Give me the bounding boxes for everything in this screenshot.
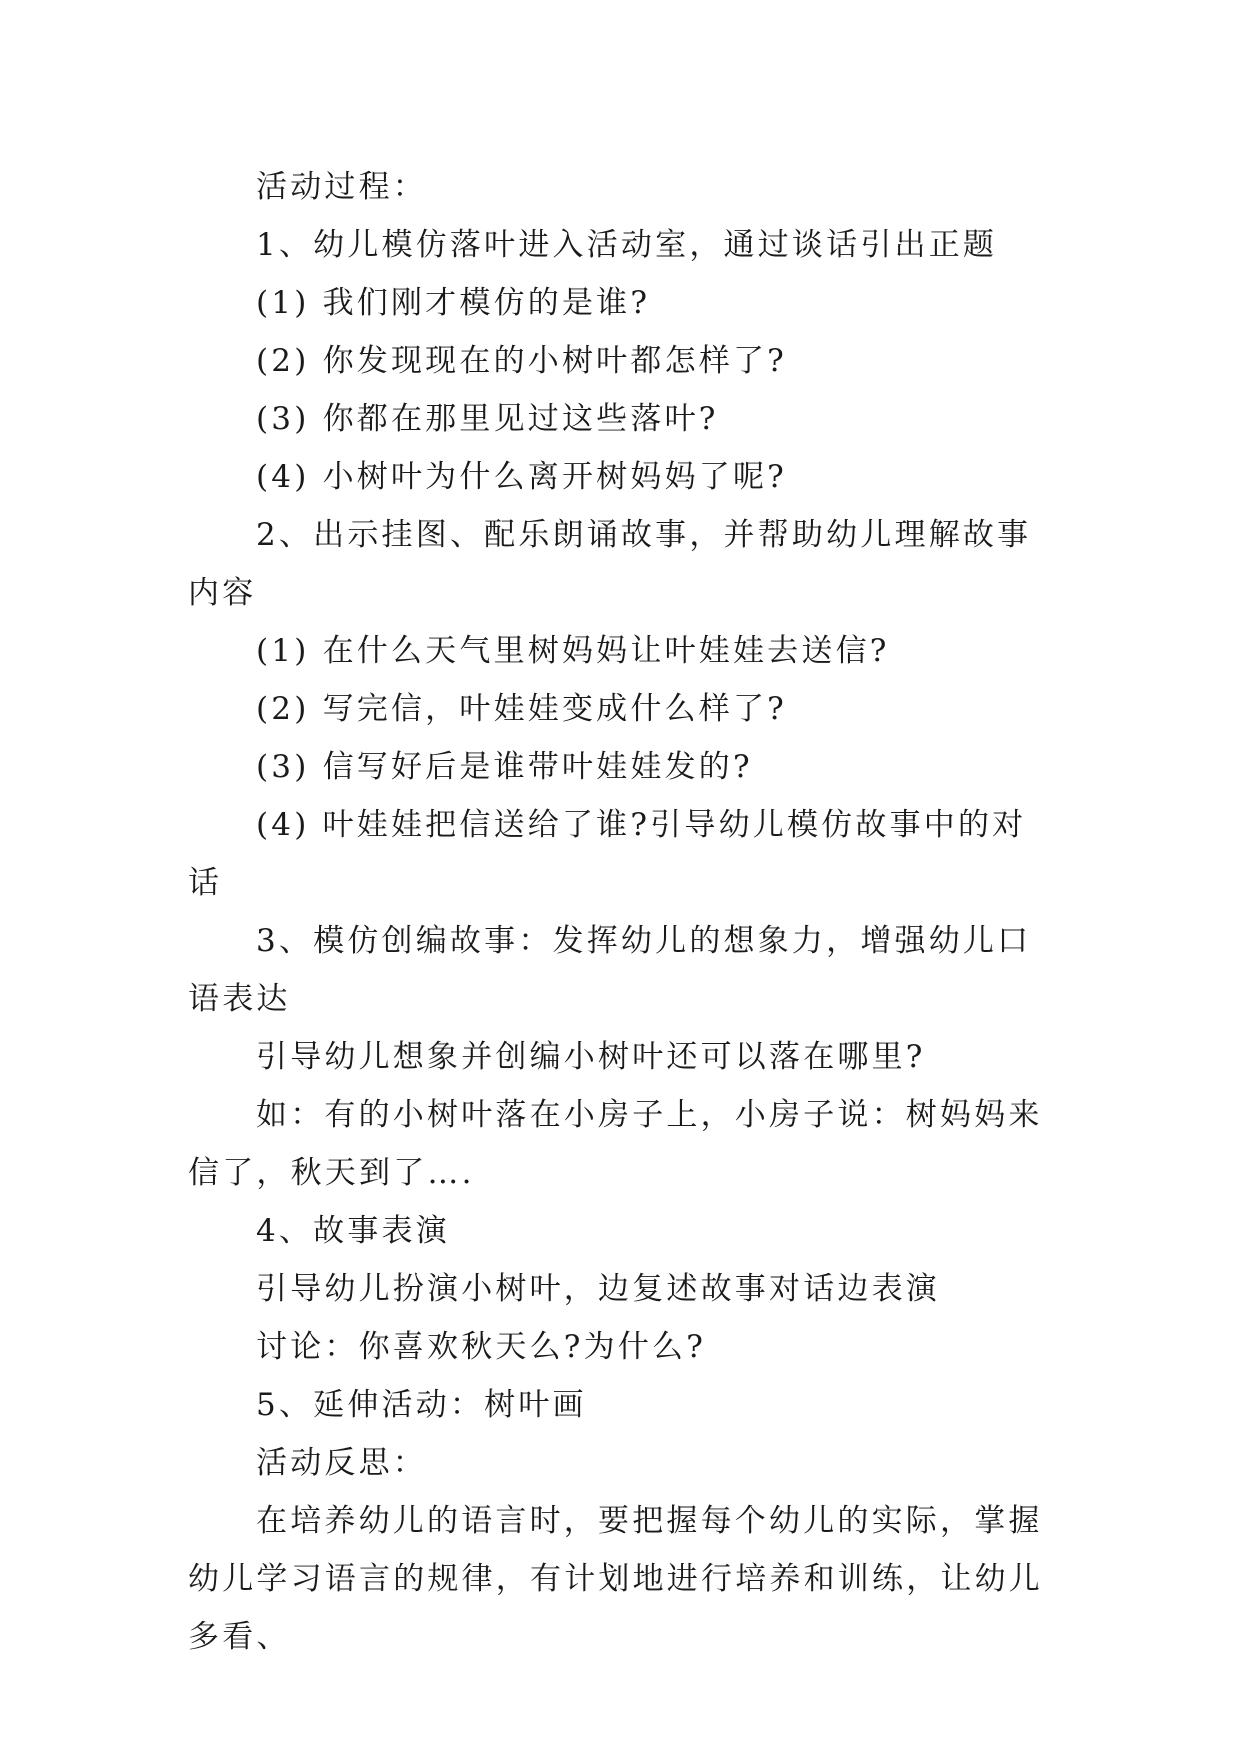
question-2-4: (4) 叶娃娃把信送给了谁?引导幼儿模仿故事中的对话 <box>188 807 1027 901</box>
section-heading-process: 活动过程： <box>256 169 427 205</box>
question-1-1: (1) 我们刚才模仿的是谁? <box>256 285 651 321</box>
document-body <box>188 158 1058 1666</box>
step-1: 1、幼儿模仿落叶进入活动室，通过谈话引出正题 <box>256 227 998 263</box>
question-1-2: (2) 你发现现在的小树叶都怎样了? <box>256 343 787 379</box>
section-heading-reflection: 活动反思： <box>256 1445 427 1481</box>
step-3-guide: 引导幼儿想象并创编小树叶还可以落在哪里? <box>256 1039 926 1075</box>
step-3: 3、模仿创编故事：发挥幼儿的想象力，增强幼儿口语表达 <box>188 923 1032 1017</box>
question-2-1: (1) 在什么天气里树妈妈让叶娃娃去送信? <box>256 633 890 669</box>
step-4: 4、故事表演 <box>256 1213 450 1249</box>
step-2: 2、出示挂图、配乐朗诵故事，并帮助幼儿理解故事内容 <box>188 517 1032 611</box>
step-5: 5、延伸活动：树叶画 <box>256 1387 587 1423</box>
question-1-3: (3) 你都在那里见过这些落叶? <box>256 401 719 437</box>
question-2-3: (3) 信写好后是谁带叶娃娃发的? <box>256 749 753 785</box>
step-3-example: 如：有的小树叶落在小房子上，小房子说：树妈妈来信了，秋天到了…. <box>188 1097 1043 1191</box>
reflection-text: 在培养幼儿的语言时，要把握每个幼儿的实际，掌握幼儿学习语言的规律，有计划地进行培养和训练，让幼儿多看、 <box>188 1503 1043 1655</box>
question-2-2: (2) 写完信，叶娃娃变成什么样了? <box>256 691 787 727</box>
step-4-discussion: 讨论：你喜欢秋天么?为什么? <box>256 1329 707 1365</box>
step-4-guide: 引导幼儿扮演小树叶，边复述故事对话边表演 <box>256 1271 940 1307</box>
question-1-4: (4) 小树叶为什么离开树妈妈了呢? <box>256 459 787 495</box>
